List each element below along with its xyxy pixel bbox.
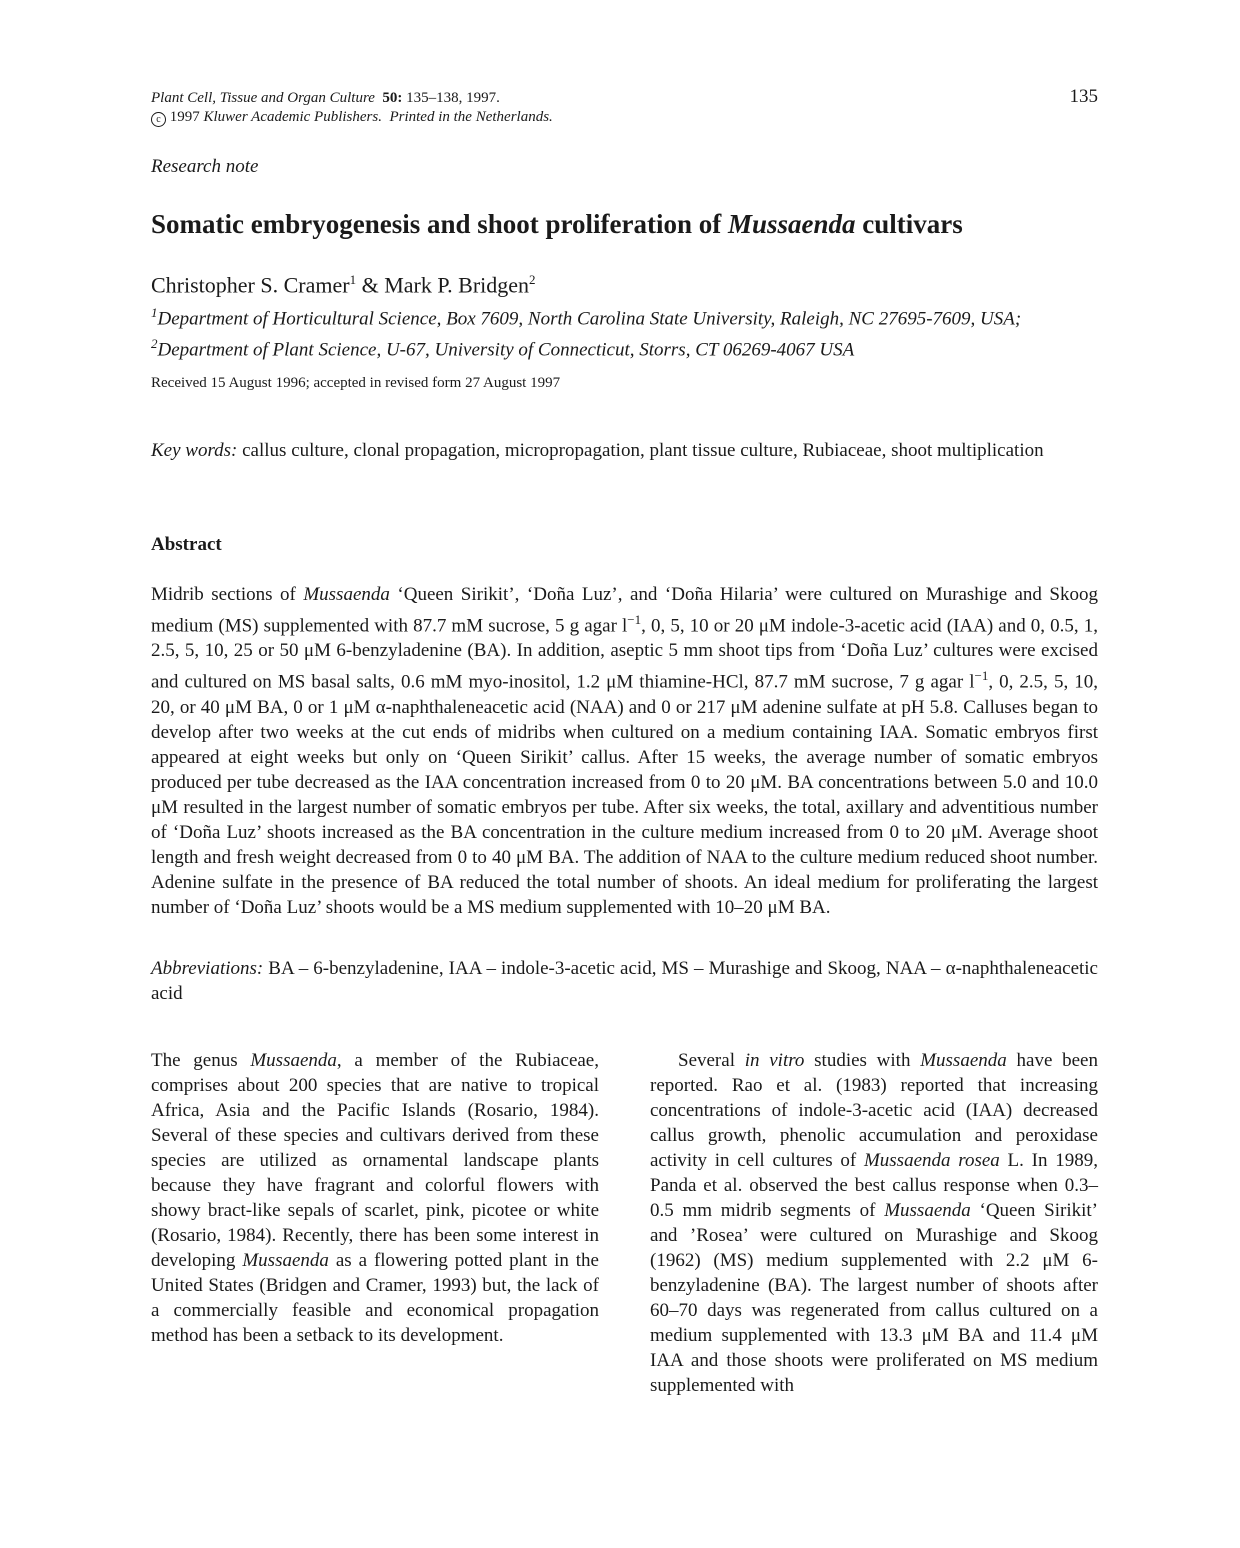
body-column-left [151,1048,599,1348]
text-seg: L. In 1989, Panda et al. observed the best callus response when 0.3–0.5 mm midrib segments of [650,1150,1098,1221]
printed-note: Printed in the Netherlands. [389,109,553,125]
journal-citation [151,89,553,108]
abstract-seg: ‘Queen Sirikit’, ‘Doña Luz’, and ‘Doña Hilaria’ were cultured on Murashige and Skoog medium (MS) supplemented with 87.7 mM sucrose, 5 g agar l [151,584,1098,637]
text-seg: ‘Queen Sirikit’ and ’Rosea’ were cultured on Murashige and Skoog (1962) (MS) medium supplemented with 2.2 μM 6-benzyladenine (BA). The largest number of shoots after 60–70 days was regenerated from callus cultured on a medium supplemented with 13.3 μM BA and 11.4 μM IAA and those shoots were proliferated on MS medium supplemented with [650,1200,1098,1396]
text-seg: , a member of the Rubiaceae, comprises about 200 species that are native to tropical Africa, Asia and the Pacific Islands (Rosario, 1984). Several of these species and cultivars derived from these species are utilized as ornamental landscape plants because they have fragrant and colorful flowers with showy bract-like sepals of scarlet, pink, picotee or white (Rosario, 1984). Recently, there has been some interest in developing [151,1050,599,1271]
publisher: Kluwer Academic Publishers. [203,109,382,125]
author-list [151,272,536,298]
text-italic: Mussaenda [920,1050,1007,1071]
aff-1-sup: 1 [151,305,158,320]
text-italic: Mussaenda rosea [863,1150,1000,1171]
paragraph [151,1048,599,1348]
title-part-2: cultivars [855,209,963,239]
text-italic: Mussaenda [242,1250,329,1271]
paragraph [650,1048,1098,1398]
abstract-seg: , 0, 2.5, 5, 10, 20, or 40 μM BA, 0 or 1 μM α-naphthaleneacetic acid (NAA) and 0 or 217 μM adenine sulfate at pH 5.8. Calluses began to develop after two weeks at the cut ends of midribs when cultured on a medium containing IAA. Somatic embryos first appeared at eight weeks but only on ‘Queen Sirikit’ callus. After 15 weeks, the average number of somatic embryos produced per tube decreased as the IAA concentration increased from 0 to 20 μM. BA concentrations between 5.0 and 10.0 μM resulted in the largest number of somatic embryos per tube. After six weeks, the total, axillary and adventitious number of ‘Doña Luz’ shoots increased as the BA concentration in the culture medium increased from 0 to 20 μM. Average shoot length and fresh weight decreased from 0 to 40 μM BA. The addition of NAA to the culture medium reduced shoot number. Adenine sulfate in the presence of BA reduced the total number of shoots. An ideal medium for proliferating the largest number of ‘Doña Luz’ shoots would be a MS medium supplemented with 10–20 μM BA. [151,671,1099,918]
text-seg: as a flowering potted plant in the United States (Bridgen and Cramer, 1993) but, the lack of a commercially feasible and economical propagation method has been a setback to its development. [151,1250,599,1346]
text-seg: The genus [151,1050,251,1071]
affiliations [151,300,1111,363]
running-header [151,89,553,127]
abstract-text [151,582,1098,920]
abbreviations [151,956,1098,1006]
keywords-text: callus culture, clonal propagation, micropropagation, plant tissue culture, Rubiaceae, shoot multiplication [237,440,1044,461]
keywords-label: Key words: [151,440,238,461]
abstract-seg: Midrib sections of [151,584,304,605]
aff-1: Department of Horticultural Science, Box 7609, North Carolina State University, Raleigh, NC 27695-7609, USA; [157,308,1022,330]
author-2: Mark P. Bridgen [384,272,530,298]
journal-name: Plant Cell, Tissue and Organ Culture [151,90,375,106]
keywords [151,438,1098,463]
abbreviations-text: BA – 6-benzyladenine, IAA – indole-3-acetic acid, MS – Murashige and Skoog, NAA – α-naphthaleneacetic acid [151,958,1098,1004]
copyright-year: 1997 [169,109,200,125]
abstract-sup: −1 [974,668,989,684]
author-1: Christopher S. Cramer [151,272,350,298]
aff-2: Department of Plant Science, U-67, University of Connecticut, Storrs, CT 06269-4067 USA [157,339,855,361]
author-separator: & [356,272,385,298]
aff-2-sup: 2 [151,336,158,352]
text-seg: Several [678,1050,745,1071]
copyright-line [151,108,553,127]
section-type: Research note [151,156,259,177]
text-seg: studies with [804,1050,921,1071]
title-part-1: Somatic embryogenesis and shoot proliferation of [151,209,728,239]
abstract-seg: , 0, 5, 10 or 20 μM indole-3-acetic acid (IAA) and 0, 0.5, 1, 2.5, 5, 10, 25 or 50 μM 6-benzyladenine (BA). In addition, aseptic 5 mm shoot tips from ‘Doña Luz’ cultures were excised and cultured on MS basal salts, 0.6 mM myo-inositol, 1.2 μM thiamine-HCl, 87.7 mM sucrose, 7 g agar l [151,615,1098,693]
abstract-heading: Abstract [151,534,222,555]
text-italic: Mussaenda [884,1200,971,1221]
title-genus: Mussaenda [727,209,856,239]
abbreviations-label: Abbreviations: [151,958,264,979]
abstract-genus: Mussaenda [303,584,390,605]
text-italic: Mussaenda [250,1050,337,1071]
text-italic: in vitro [744,1050,805,1071]
text-seg: have been reported. Rao et al. (1983) reported that increasing concentrations of indole-3-acetic acid (IAA) decreased callus growth, phenolic accumulation and peroxidase activity in cell cultures of [650,1050,1098,1171]
copyright-icon: c [151,112,166,127]
author-2-sup: 2 [529,272,536,287]
page-number: 135 [1069,86,1098,107]
abstract-sup: −1 [627,612,642,627]
pages-year: 135–138, 1997. [406,90,500,106]
body-column-right [650,1048,1098,1398]
received-dates: Received 15 August 1996; accepted in revised form 27 August 1997 [151,375,561,391]
paper-title [151,209,1111,240]
volume: 50: [382,90,403,106]
author-1-sup: 1 [349,272,357,287]
